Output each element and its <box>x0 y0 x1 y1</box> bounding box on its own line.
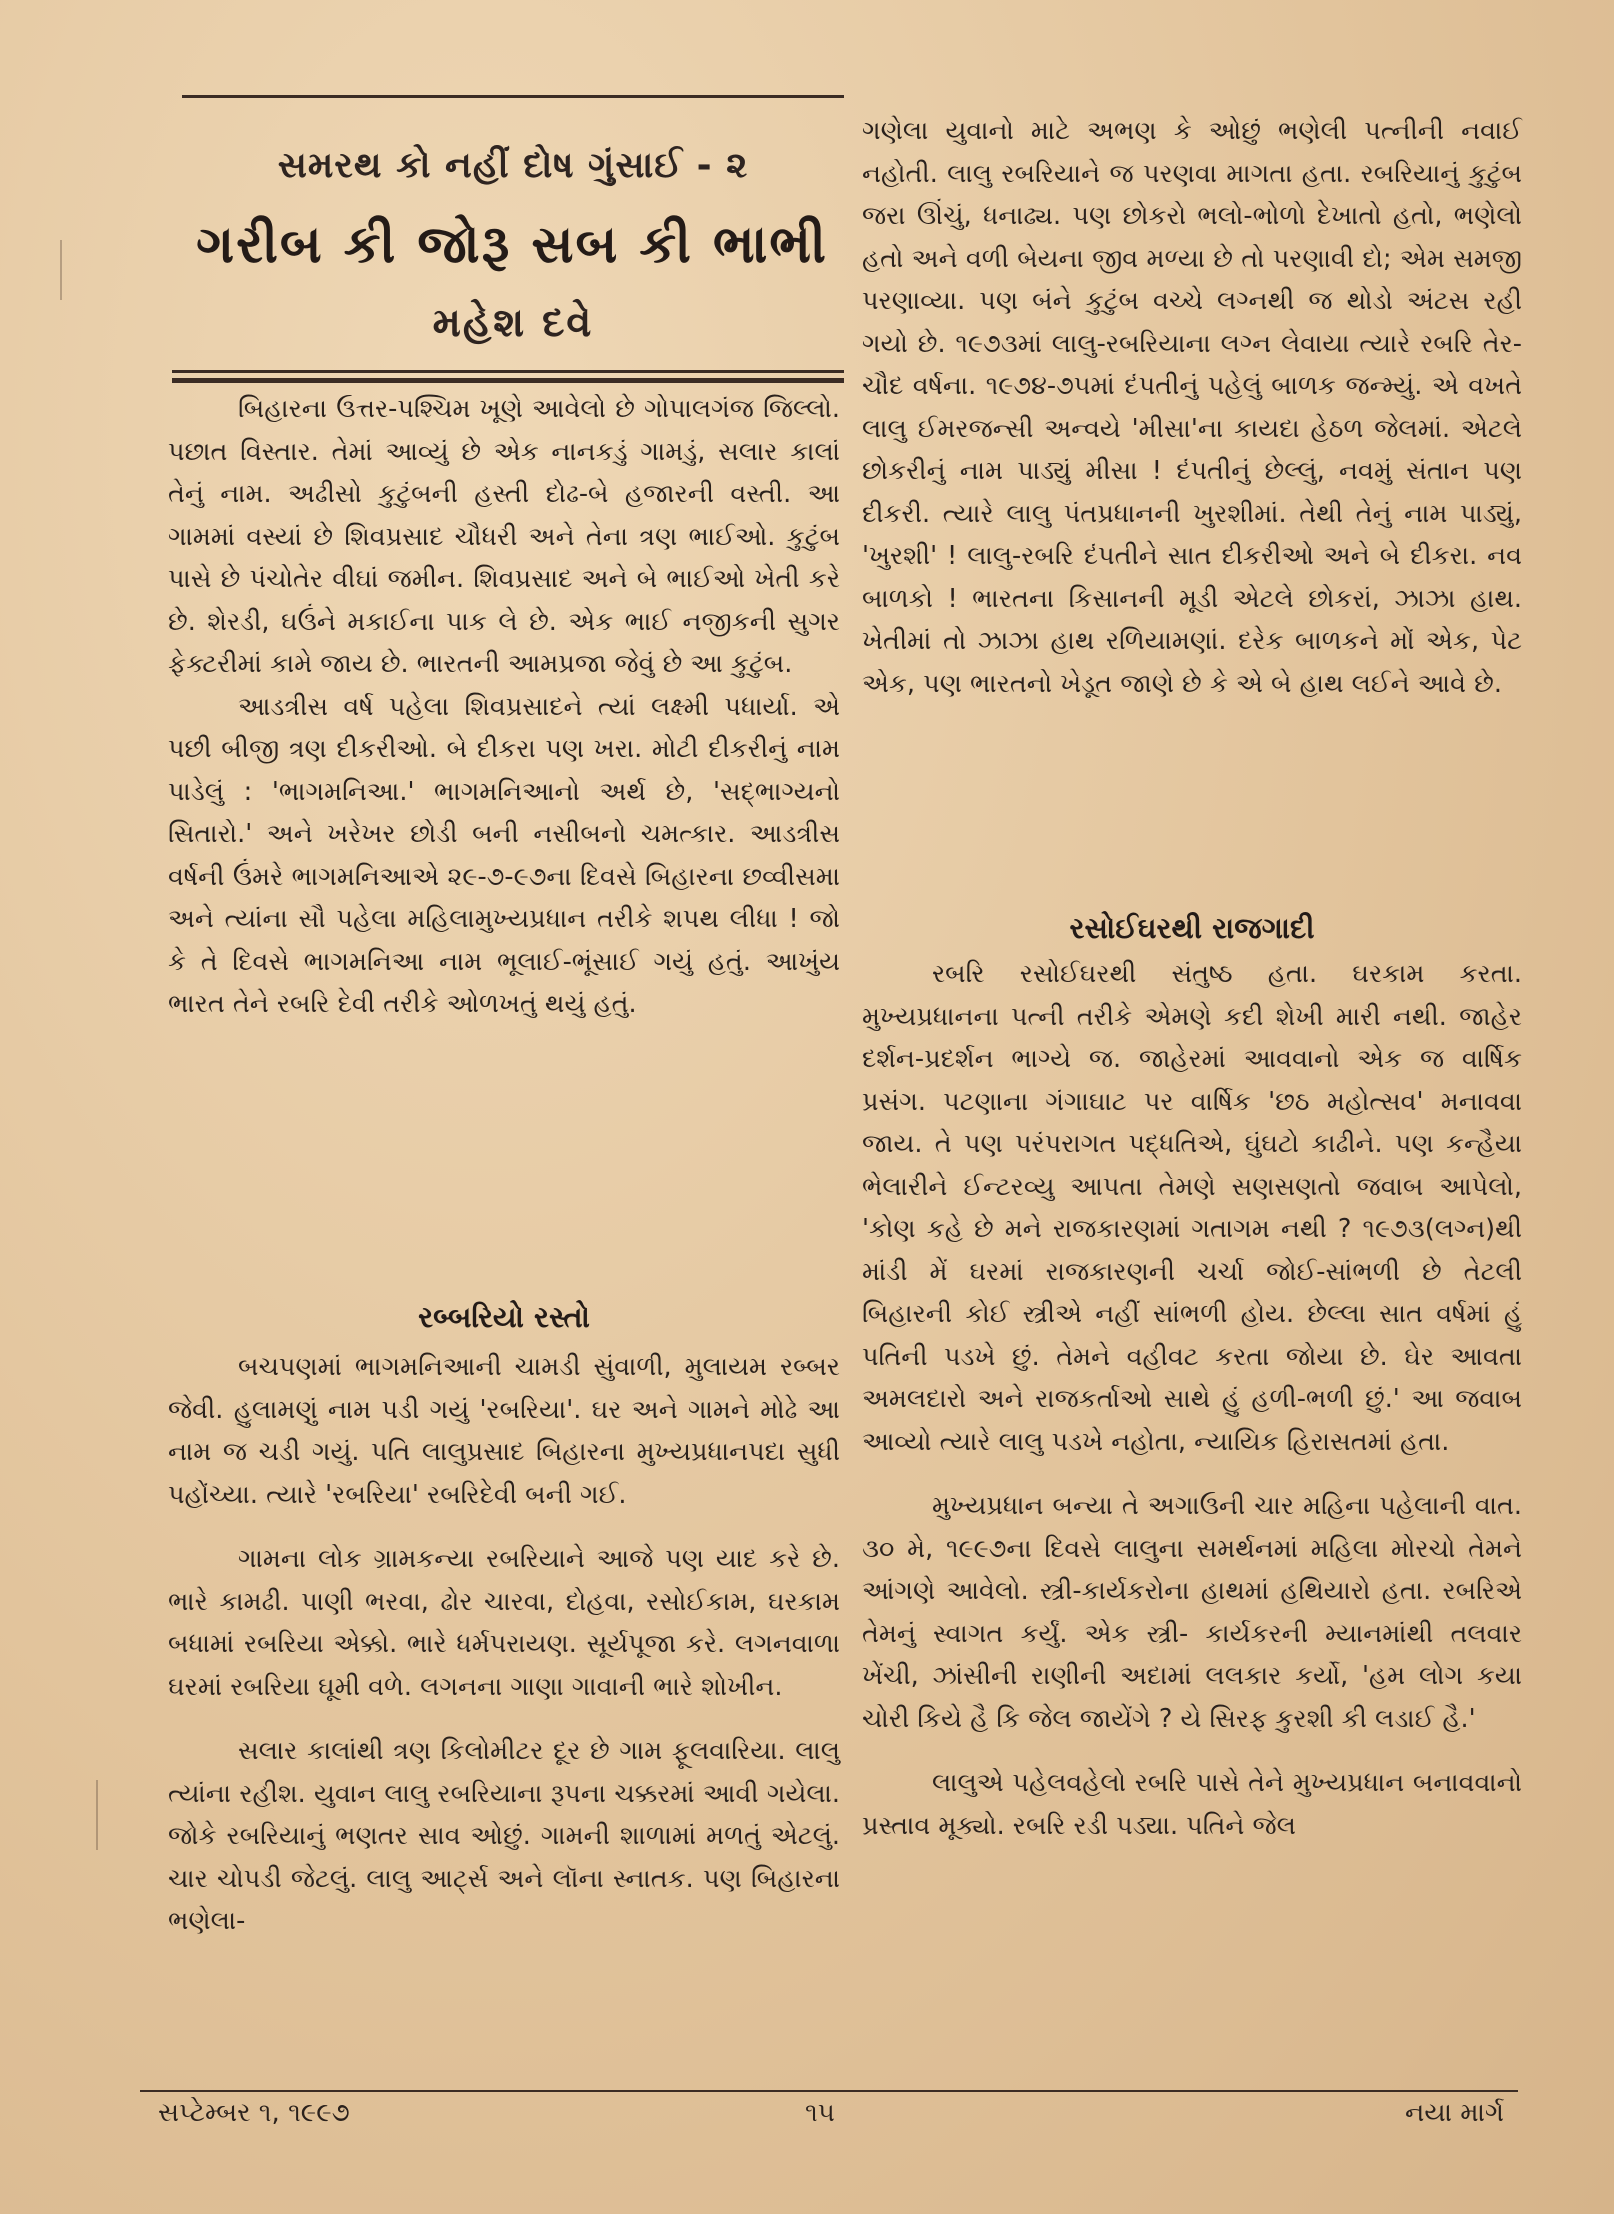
paragraph: રબરિ રસોઈઘરથી સંતુષ્ઠ હતા. ઘરકામ કરતા. મુખ્યપ્રધાનના પત્ની તરીકે એમણે કદી શેખી મારી નથી. જાહેર દર્શન-પ્રદર્શન ભાગ્યે જ. જાહેરમાં આવવાનો એક જ વાર્ષિક પ્રસંગ. પટણાના ગંગાઘાટ પર વાર્ષિક 'છઠ મહોત્સવ' મનાવવા જાય. તે પણ પરંપરાગત પદ્ધતિએ, ઘુંઘટો કાઢીને. પણ કન્હૈયા ભેલારીને ઈન્ટરવ્યુ આપતા તેમણે સણસણતો જવાબ આપેલો, 'કોણ કહે છે મને રાજકારણમાં ગતાગમ નથી ? ૧૯૭૩(લગ્ન)થી માંડી મેં ઘરમાં રાજકારણની ચર્ચા જોઈ-સાંભળી છે તેટલી બિહારની કોઈ સ્ત્રીએ નહીં સાંભળી હોય. છેલ્લા સાત વર્ષમાં હું પતિની પડખે છું. તેમને વહીવટ કરતા જોયા છે. ઘેર આવતા અમલદારો અને રાજકર્તાઓ સાથે હું હળી-ભળી છું.' આ જવાબ આવ્યો ત્યારે લાલુ પડખે નહોતા, ન્યાયિક હિરાસતમાં હતા. <box>862 959 1522 1457</box>
footer-rule <box>140 2090 1518 2092</box>
paper-crease <box>96 1780 98 1850</box>
section-heading-kitchen-to-throne: રસોઈઘરથી રાજગાદી <box>1069 911 1315 945</box>
headline-rule-thin <box>172 370 844 373</box>
footer-date: સપ્ટેમ્બર ૧, ૧૯૯૭ <box>158 2098 350 2128</box>
paragraph: બચપણમાં ભાગમનિઆની ચામડી સુંવાળી, મુલાયમ રબ્બર જેવી. હુલામણું નામ પડી ગયું 'રબરિયા'. ઘર અને ગામને મોઢે આ નામ જ ચડી ગયું. પતિ લાલુપ્રસાદ બિહારના મુખ્યપ્રધાનપદા સુધી પહોંચ્યા. ત્યારે 'રબરિયા' રબરિદેવી બની ગઈ. <box>168 1352 840 1510</box>
paragraph: ગણેલા યુવાનો માટે અભણ કે ઓછું ભણેલી પત્નીની નવાઈ નહોતી. લાલુ રબરિયાને જ પરણવા માગતા હતા. રબરિયાનું કુટુંબ જરા ઊંચું, ધનાઢ્ય. પણ છોકરો ભલો-ભોળો દેખાતો હતો, ભણેલો હતો અને વળી બેયના જીવ મળ્યા છે તો પરણાવી દો; એમ સમજી પરણાવ્યા. પણ બંને કુટુંબ વચ્ચે લગ્નથી જ થોડો અંટસ રહી ગયો છે. ૧૯૭૩માં લાલુ-રબરિયાના લગ્ન લેવાયા ત્યારે રબરિ તેર-ચૌદ વર્ષના. ૧૯૭૪-૭૫માં દંપતીનું પહેલું બાળક જન્મ્યું. એ વખતે લાલુ ઈમરજન્સી અન્વયે 'મીસા'ના કાયદા હેઠળ જેલમાં. એટલે છોકરીનું નામ પાડ્યું મીસા ! દંપતીનું છેલ્લું, નવમું સંતાન પણ દીકરી. ત્યારે લાલુ પંતપ્રધાનની ખુરશીમાં. તેથી તેનું નામ પાડ્યું, 'ખુરશી' ! લાલુ-રબરિ દંપતીને સાત દીકરીઓ અને બે દીકરા. નવ બાળકો ! ભારતના કિસાનની મૂડી એટલે છોકરાં, ઝાઝા હાથ. ખેતીમાં તો ઝાઝા હાથ રળિયામણાં. દરેક બાળકને મોં એક, પેટ એક, પણ ભારતનો ખેડૂત જાણે છે કે એ બે હાથ લઈને આવે છે. <box>862 116 1522 699</box>
right-column-section <box>862 953 1522 1847</box>
paper-crease <box>60 240 62 300</box>
series-title: સમરથ કો નહીં દોષ ગુંસાઈ - ૨ <box>277 145 749 186</box>
author-byline: મહેશ દવે <box>432 300 594 346</box>
article-headline: ગરીબ કી જોરૂ સબ કી ભાભી <box>196 215 828 275</box>
paragraph: મુખ્યપ્રધાન બન્યા તે અગાઉની ચાર મહિના પહેલાની વાત. ૩૦ મે, ૧૯૯૭ના દિવસે લાલુના સમર્થનમાં મહિલા મોરચો તેમને આંગણે આવેલો. સ્ત્રી-કાર્યકરોના હાથમાં હથિયારો હતા. રબરિએ તેમનું સ્વાગત કર્યું. એક સ્ત્રી- કાર્યકરની મ્યાનમાંથી તલવાર ખેંચી, ઝાંસીની રાણીની અદામાં લલકાર કર્યો, 'હમ લોગ કયા ચોરી કિયે હૈ કિ જેલ જાયેંગે ? યે સિરફ કુરશી કી લડાઈ હૈ.' <box>862 1491 1522 1734</box>
top-rule <box>182 95 844 98</box>
section-heading-rubber-path: રબ્બરિયો રસ્તો <box>418 1300 590 1334</box>
right-column-intro <box>862 110 1522 705</box>
paragraph: લાલુએ પહેલવહેલો રબરિ પાસે તેને મુખ્યપ્રધાન બનાવવાનો પ્રસ્તાવ મૂક્યો. રબરિ રડી પડ્યા. પતિને જેલ <box>862 1768 1522 1841</box>
paragraph: ગામના લોક ગ્રામકન્યા રબરિયાને આજે પણ યાદ કરે છે. ભારે કામઢી. પાણી ભરવા, ઢોર ચારવા, દોહવા, રસોઈકામ, ઘરકામ બધામાં રબરિયા એક્કો. ભારે ધર્મપરાયણ. સૂર્યપૂજા કરે. લગનવાળા ઘરમાં રબરિયા ઘૂમી વળે. લગનના ગાણા ગાવાની ભારે શોખીન. <box>168 1544 840 1702</box>
left-column-section <box>168 1346 840 1943</box>
left-column-intro <box>168 388 840 1026</box>
headline-rule-thick <box>172 378 844 383</box>
page-number: ૧૫ <box>805 2098 835 2128</box>
paragraph: સલાર કાલાંથી ત્રણ કિલોમીટર દૂર છે ગામ ફૂલવારિયા. લાલુ ત્યાંના રહીશ. યુવાન લાલુ રબરિયાના રૂપના ચક્કરમાં આવી ગયેલા. જોકે રબરિયાનું ભણતર સાવ ઓછું. ગામની શાળામાં મળતું એટલું. ચાર ચોપડી જેટલું. લાલુ આર્ટ્સ અને લૉના સ્નાતક. પણ બિહારના ભણેલા- <box>168 1736 840 1936</box>
paragraph: બિહારના ઉત્તર-પશ્ચિમ ખૂણે આવેલો છે ગોપાલગંજ જિલ્લો. પછાત વિસ્તાર. તેમાં આવ્યું છે એક નાનકડું ગામડું, સલાર કાલાં તેનું નામ. અઢીસો કુટુંબની હસ્તી દોઢ-બે હજારની વસ્તી. આ ગામમાં વસ્યાં છે શિવપ્રસાદ ચૌધરી અને તેના ત્રણ ભાઈઓ. કુટુંબ પાસે છે પંચોતેર વીઘાં જમીન. શિવપ્રસાદ અને બે ભાઈઓ ખેતી કરે છે. શેરડી, ઘઉંને મકાઈના પાક લે છે. એક ભાઈ નજીકની સુગર ફેક્ટરીમાં કામે જાય છે. ભારતની આમપ્રજા જેવું છે આ કુટુંબ. <box>168 394 840 679</box>
publication-name: નયા માર્ગ <box>1404 2098 1504 2128</box>
paragraph: આડત્રીસ વર્ષ પહેલા શિવપ્રસાદને ત્યાં લક્ષ્મી પધાર્યા. એ પછી બીજી ત્રણ દીકરીઓ. બે દીકરા પણ ખરા. મોટી દીકરીનું નામ પાડેલું : 'ભાગમનિઆ.' ભાગમનિઆનો અર્થ છે, 'સદ્ભાગ્યનો સિતારો.' અને ખરેખર છોડી બની નસીબનો ચમત્કાર. આડત્રીસ વર્ષની ઉંમરે ભાગમનિઆએ ૨૯-૭-૯૭ના દિવસે બિહારના છવ્વીસમા અને ત્યાંના સૌ પહેલા મહિલામુખ્યપ્રધાન તરીકે શપથ લીધા ! જો કે તે દિવસે ભાગમનિઆ નામ ભૂલાઈ-ભૂંસાઈ ગયું હતું. આખુંય ભારત તેને રબરિ દેવી તરીકે ઓળખતું થયું હતું. <box>168 691 840 1019</box>
